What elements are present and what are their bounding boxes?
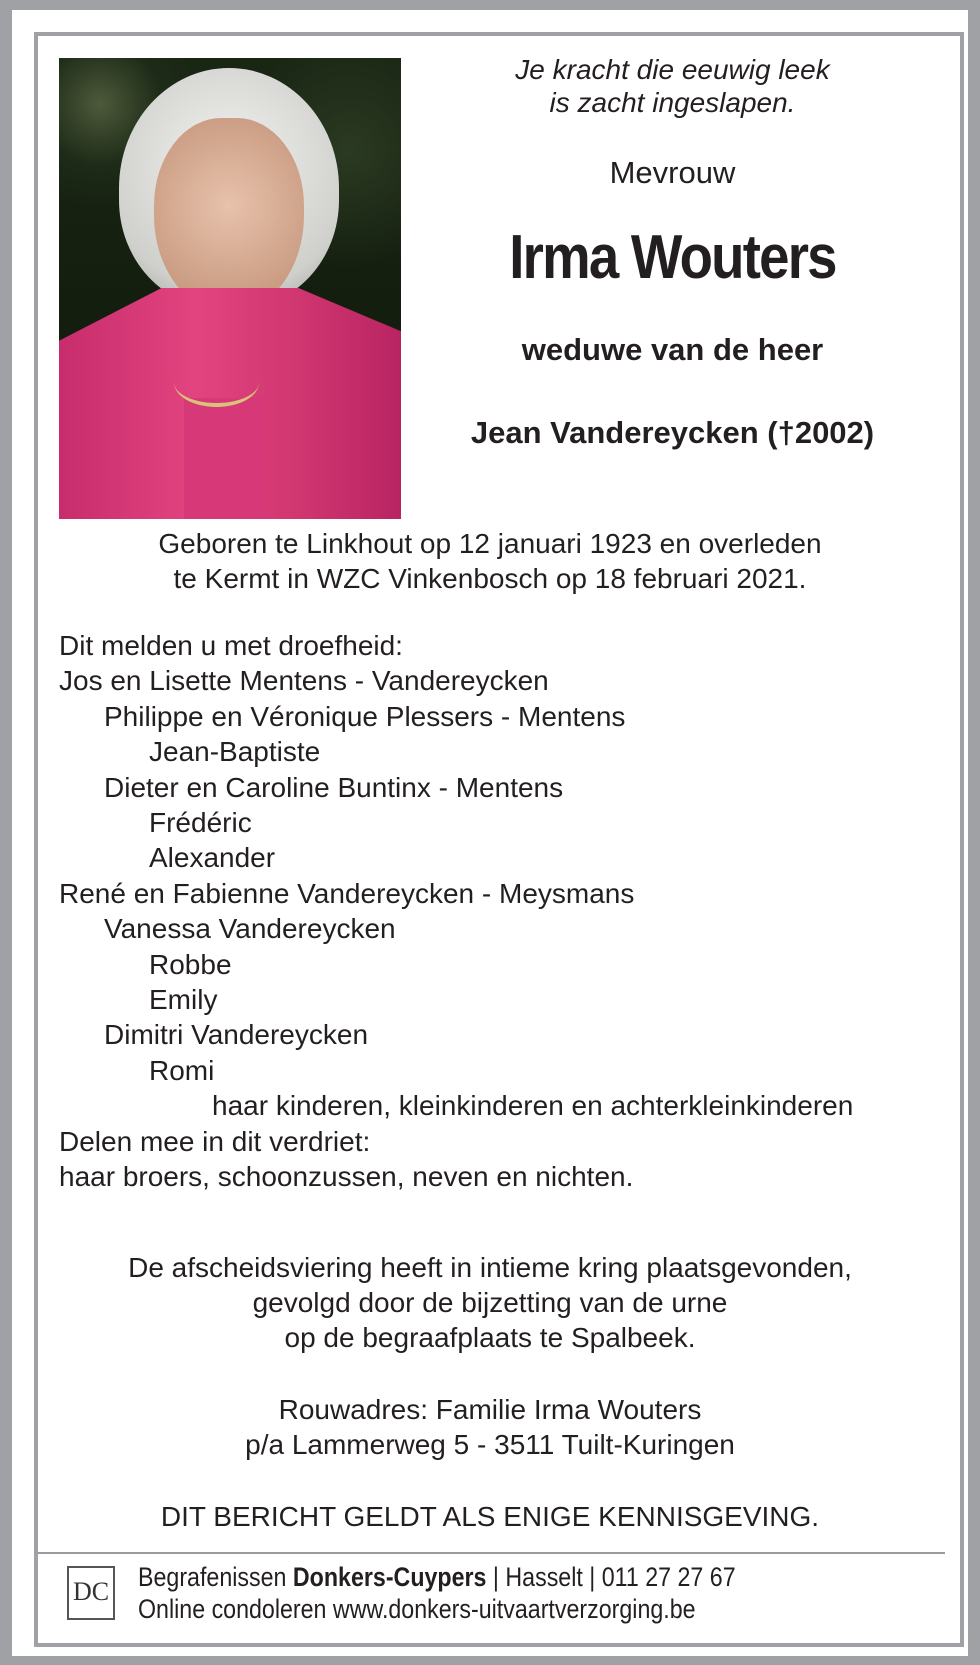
family-line: Romi — [149, 1054, 215, 1086]
address-line-2: p/a Lammerweg 5 - 3511 Tuilt-Kuringen — [245, 1429, 735, 1460]
deceased-name: Irma Wouters — [509, 223, 836, 292]
family-line: Jos en Lisette Mentens - Vandereycken — [59, 665, 549, 697]
born-died-line-1: Geboren te Linkhout op 12 januari 1923 en overleden — [158, 528, 822, 559]
footer-line-2[interactable]: Online condoleren www.donkers-uitvaartverzorging.be — [138, 1594, 696, 1624]
ceremony-line-3: op de begraafplaats te Spalbeek. — [284, 1322, 696, 1353]
family-line: Vanessa Vandereycken — [104, 913, 396, 945]
salutation: Mevrouw — [609, 155, 736, 190]
family-line: Alexander — [149, 842, 276, 874]
notice: DIT BERICHT GELDT ALS ENIGE KENNISGEVING. — [160, 1501, 820, 1532]
family-line: haar kinderen, kleinkinderen en achterkleinkinderen — [212, 1090, 854, 1122]
ceremony-line-1: De afscheidsviering heeft in intieme kring plaatsgevonden, — [128, 1252, 852, 1283]
footer-prefix: Begrafenissen — [138, 1562, 293, 1592]
family-line: Delen mee in dit verdriet: — [59, 1125, 371, 1157]
portrait-photo — [59, 58, 401, 519]
family-line: Dimitri Vandereycken — [104, 1019, 369, 1051]
footer-divider — [37, 1552, 945, 1554]
family-line: Emily — [149, 984, 218, 1015]
address-line-1: Rouwadres: Familie Irma Wouters — [278, 1394, 702, 1425]
quote-line-2: is zacht ingeslapen. — [549, 87, 796, 118]
family-line: Jean-Baptiste — [149, 736, 321, 768]
family-line: Frédéric — [149, 807, 252, 838]
ceremony-line-2: gevolgd door de bijzetting van de urne — [252, 1287, 728, 1318]
footer-line-1 — [138, 1562, 736, 1593]
widow-of: weduwe van de heer — [521, 332, 824, 367]
company-name: Donkers-Cuypers — [292, 1562, 487, 1592]
born-died-line-2: te Kermt in WZC Vinkenbosch op 18 februari 2021. — [173, 563, 807, 594]
family-line: Robbe — [149, 948, 232, 980]
family-line: Philippe en Véronique Plessers - Mentens — [104, 700, 626, 732]
family-line: haar broers, schoonzussen, neven en nichten. — [59, 1161, 634, 1192]
husband-name: Jean Vandereycken (†2002) — [470, 415, 875, 450]
footer-location-phone: | Hasselt | 011 27 27 67 — [486, 1562, 736, 1592]
funeral-home-logo: DC — [67, 1566, 115, 1620]
family-line: René en Fabienne Vandereycken - Meysmans — [59, 877, 635, 909]
quote-line-1: Je kracht die eeuwig leek — [515, 54, 830, 85]
family-line: Dieter en Caroline Buntinx - Mentens — [104, 771, 564, 803]
family-line: Dit melden u met droefheid: — [59, 630, 403, 661]
